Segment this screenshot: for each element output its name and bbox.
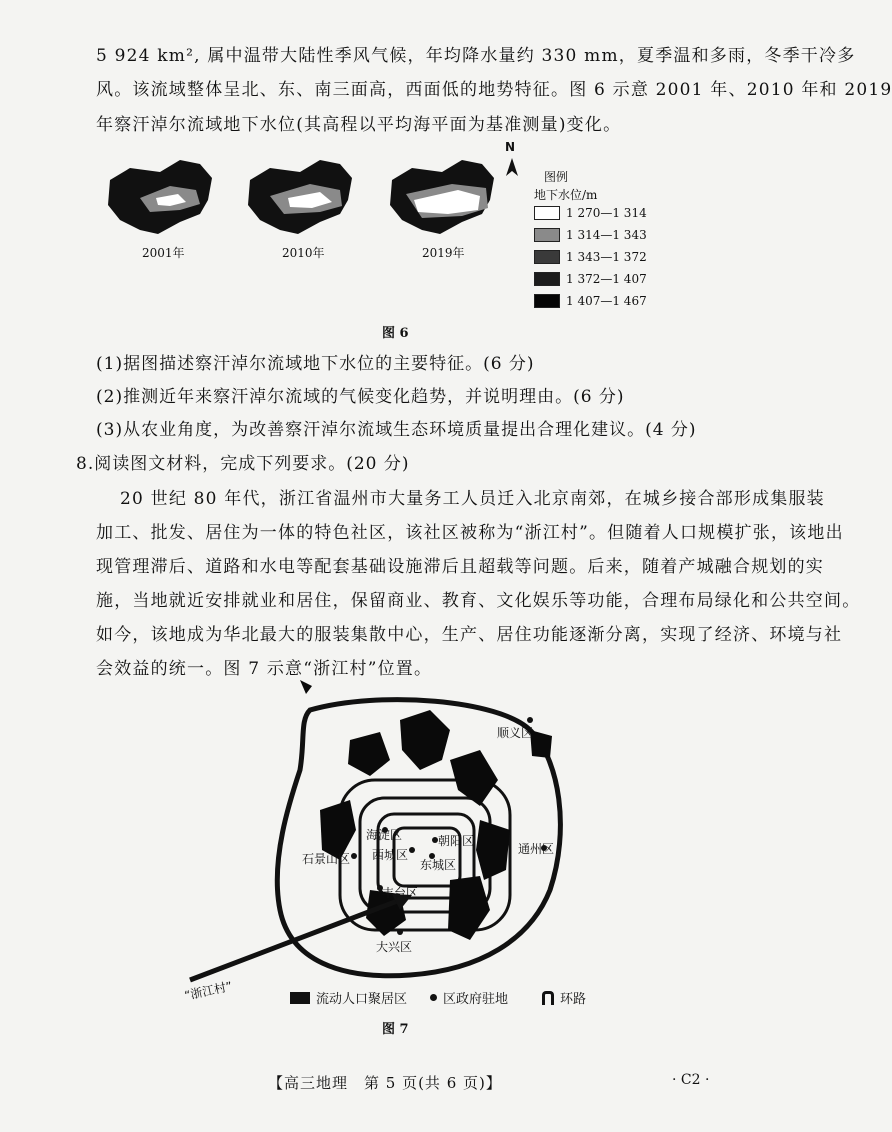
- district-tongzhou: 通州区: [518, 842, 555, 856]
- question-7-2: (2)推测近年来察汗淖尔流域的气候变化趋势，并说明理由。(6 分): [96, 387, 625, 407]
- question-7-1: (1)据图描述察汗淖尔流域地下水位的主要特征。(6 分): [96, 354, 535, 374]
- district-shunyi: 顺义区: [497, 726, 534, 740]
- legend-label: 1 270—1 314: [566, 206, 647, 220]
- legend-row: [534, 228, 647, 242]
- legend-label: 1 343—1 372: [566, 250, 647, 264]
- district-shijingshan: 石景山区: [302, 852, 351, 866]
- q8-para-line: 如今，该地成为华北最大的服装集散中心，生产、居住功能逐渐分离，实现了经济、环境与社: [96, 625, 843, 645]
- q8-para-line: 加工、批发、居住为一体的特色社区，该社区被称为“浙江村”。但随着人口规模扩张，该地出: [96, 523, 844, 543]
- figure6-maps: [100, 150, 520, 250]
- question-7-3: (3)从农业角度，为改善察汗淖尔流域生态环境质量提出合理化建议。(4 分): [96, 420, 697, 440]
- year-2001: 2001年: [142, 246, 185, 260]
- district-daxing: 大兴区: [376, 940, 413, 954]
- map-2010: [248, 160, 352, 234]
- map-2001: [108, 160, 212, 234]
- govt-dot-icon: [430, 994, 437, 1001]
- question-8-heading: 8.阅读图文材料，完成下列要求。(20 分): [76, 454, 410, 474]
- intro-line-3: 年察汗淖尔流域地下水位(其高程以平均海平面为基准测量)变化。: [96, 115, 622, 135]
- legend-label: 1 407—1 467: [566, 294, 647, 308]
- q8-para-line: 施，当地就近安排就业和居住，保留商业、教育、文化娱乐等功能，合理布局绿化和公共空间。: [96, 591, 861, 611]
- legend-ring: 环路: [542, 988, 586, 1007]
- legend-label: 1 314—1 343: [566, 228, 647, 242]
- migrant-swatch-icon: [290, 992, 310, 1004]
- page-footer: 【高三地理 第 5 页(共 6 页)】: [268, 1074, 502, 1092]
- legend-row: [534, 250, 647, 264]
- q8-para-line: 现管理滞后、道路和水电等配套基础设施滞后且超载等问题。后来，随着产城融合规划的实: [96, 557, 824, 577]
- district-xicheng: 西城区: [372, 848, 409, 862]
- legend-label: 1 372—1 407: [566, 272, 647, 286]
- intro-line-1: 5 924 km², 属中温带大陆性季风气候，年均降水量约 330 mm，夏季温和多雨，冬季干冷多: [96, 46, 856, 66]
- map-2019: [390, 160, 494, 234]
- figure6-caption: 图 6: [382, 326, 409, 341]
- legend-migrant: 流动人口聚居区: [290, 988, 407, 1007]
- district-dongcheng: 东城区: [420, 858, 457, 872]
- q8-para-line: 20 世纪 80 年代，浙江省温州市大量务工人员迁入北京南郊，在城乡接合部形成集服装: [120, 489, 825, 509]
- legend-row: [534, 294, 647, 308]
- legend-row: [534, 272, 647, 286]
- district-chaoyang: 朝阳区: [438, 834, 475, 848]
- year-2010: 2010年: [282, 246, 325, 260]
- legend-title: 图例: [544, 170, 569, 184]
- year-2019: 2019年: [422, 246, 465, 260]
- district-fengtai: 丰台区: [382, 886, 419, 900]
- legend-subtitle: 地下水位/m: [534, 188, 598, 202]
- zhejiang-village-label: “浙江村”: [183, 979, 234, 1003]
- q8-para-line: 会效益的统一。图 7 示意“浙江村”位置。: [96, 659, 433, 679]
- district-haidian: 海淀区: [366, 828, 403, 842]
- figure7-caption: 图 7: [382, 1022, 409, 1037]
- ring-road-icon: [542, 991, 554, 1005]
- legend-row: [534, 206, 647, 220]
- north-label: N: [505, 140, 516, 154]
- legend-govt: 区政府驻地: [430, 988, 508, 1007]
- page-code: · C2 ·: [672, 1072, 710, 1088]
- intro-line-2: 风。该流域整体呈北、东、南三面高，西面低的地势特征。图 6 示意 2001 年、2010 年和 2019: [96, 80, 892, 100]
